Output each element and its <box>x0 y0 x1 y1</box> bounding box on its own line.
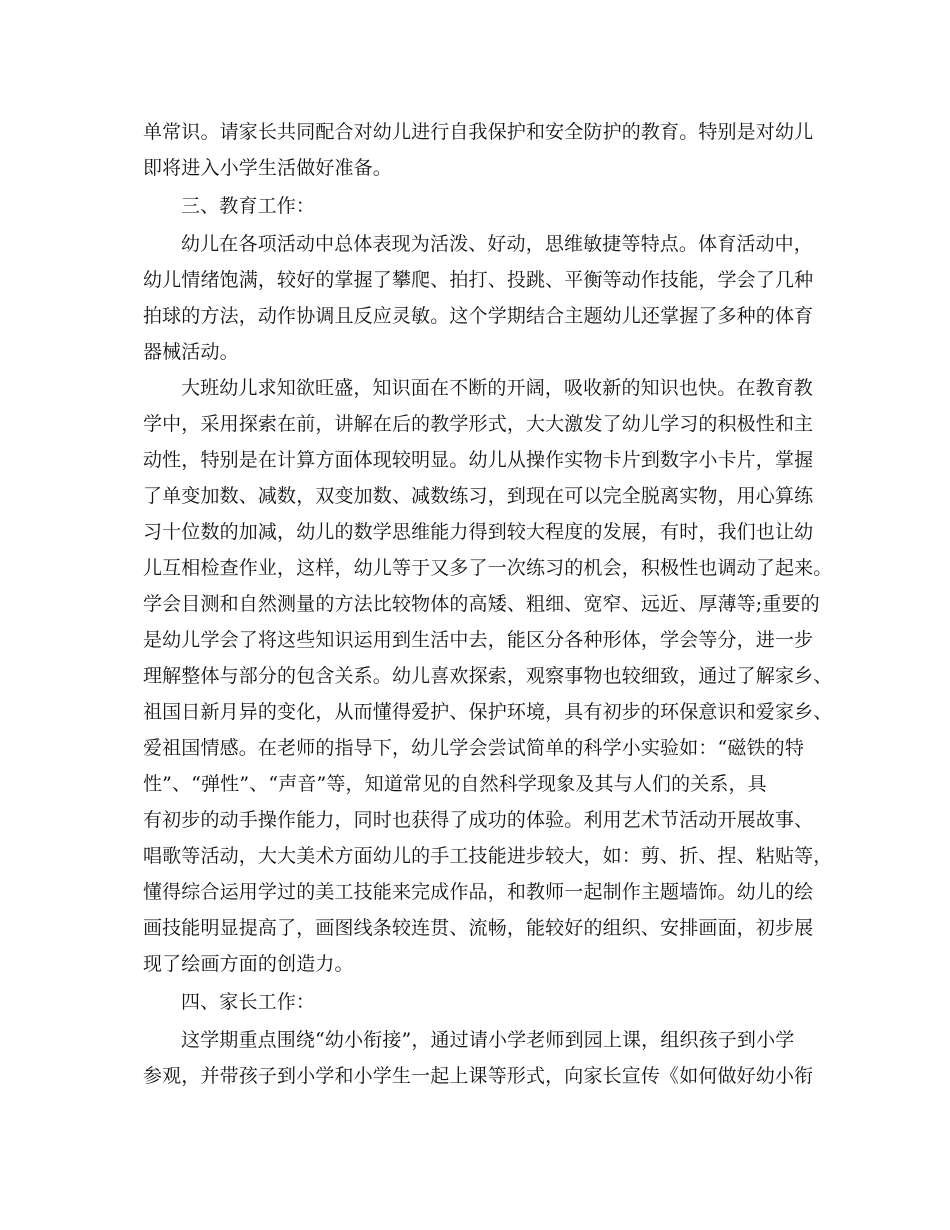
text-line: 单常识。请家长共同配合对幼儿进行自我保护和安全防护的教育。特别是对幼儿 <box>143 121 814 143</box>
text-line: 器械活动。 <box>143 341 239 363</box>
text-line: 有初步的动手操作能力，同时也获得了成功的体验。利用艺术节活动开展故事、 <box>143 809 814 831</box>
section-heading: 四、家长工作： <box>181 991 316 1013</box>
text-line: 参观，并带孩子到小学和小学生一起上课等形式，向家长宣传《如何做好幼小衔 <box>143 1065 814 1087</box>
text-line: 理解整体与部分的包含关系。幼儿喜欢探索，观察事物也较细致，通过了解家乡、 <box>143 665 833 687</box>
text-line: 儿互相检查作业，这样，幼儿等于又多了一次练习的机会，积极性也调动了起来。 <box>143 557 833 579</box>
text-line: 是幼儿学会了将这些知识运用到生活中去，能区分各种形体，学会等分，进一步 <box>143 629 814 651</box>
text-line: 拍球的方法，动作协调且反应灵敏。这个学期结合主题幼儿还掌握了多种的体育 <box>143 305 814 327</box>
text-line: 性”、“弹性”、“声音”等，知道常见的自然科学现象及其与人们的关系，具 <box>143 773 767 795</box>
text-line: 幼儿情绪饱满，较好的掌握了攀爬、拍打、投跳、平衡等动作技能，学会了几种 <box>143 269 814 291</box>
text-line: 学会目测和自然测量的方法比较物体的高矮、粗细、宽窄、远近、厚薄等;重要的 <box>143 593 820 615</box>
text-line: 爱祖国情感。在老师的指导下，幼儿学会尝试简单的科学小实验如：“磁铁的特 <box>143 737 804 759</box>
text-line: 学中，采用探索在前，讲解在后的教学形式，大大激发了幼儿学习的积极性和主 <box>143 413 814 435</box>
text-line: 动性，特别是在计算方面体现较明显。幼儿从操作实物卡片到数字小卡片，掌握 <box>143 449 814 471</box>
text-line: 幼儿在各项活动中总体表现为活泼、好动，思维敏捷等特点。体育活动中， <box>181 233 813 255</box>
text-line: 即将进入小学生活做好准备。 <box>143 157 392 179</box>
text-line: 懂得综合运用学过的美工技能来完成作品，和教师一起制作主题墙饰。幼儿的绘 <box>143 881 814 903</box>
text-line: 祖国日新月异的变化，从而懂得爱护、保护环境，具有初步的环保意识和爱家乡、 <box>143 701 833 723</box>
text-line: 了单变加数、减数，双变加数、减数练习，到现在可以完全脱离实物，用心算练 <box>143 485 814 507</box>
section-heading: 三、教育工作： <box>181 195 316 217</box>
text-line: 这学期重点围绕“幼小衔接”，通过请小学老师到园上课，组织孩子到小学 <box>181 1029 795 1051</box>
text-line: 现了绘画方面的创造力。 <box>143 953 354 975</box>
text-line: 大班幼儿求知欲旺盛，知识面在不断的开阔，吸收新的知识也快。在教育教 <box>181 377 813 399</box>
text-line: 唱歌等活动，大大美术方面幼儿的手工技能进步较大，如：剪、折、捏、粘贴等， <box>143 845 833 867</box>
text-line: 画技能明显提高了，画图线条较连贯、流畅，能较好的组织、安排画面，初步展 <box>143 917 814 939</box>
text-line: 习十位数的加减，幼儿的数学思维能力得到较大程度的发展，有时，我们也让幼 <box>143 521 814 543</box>
